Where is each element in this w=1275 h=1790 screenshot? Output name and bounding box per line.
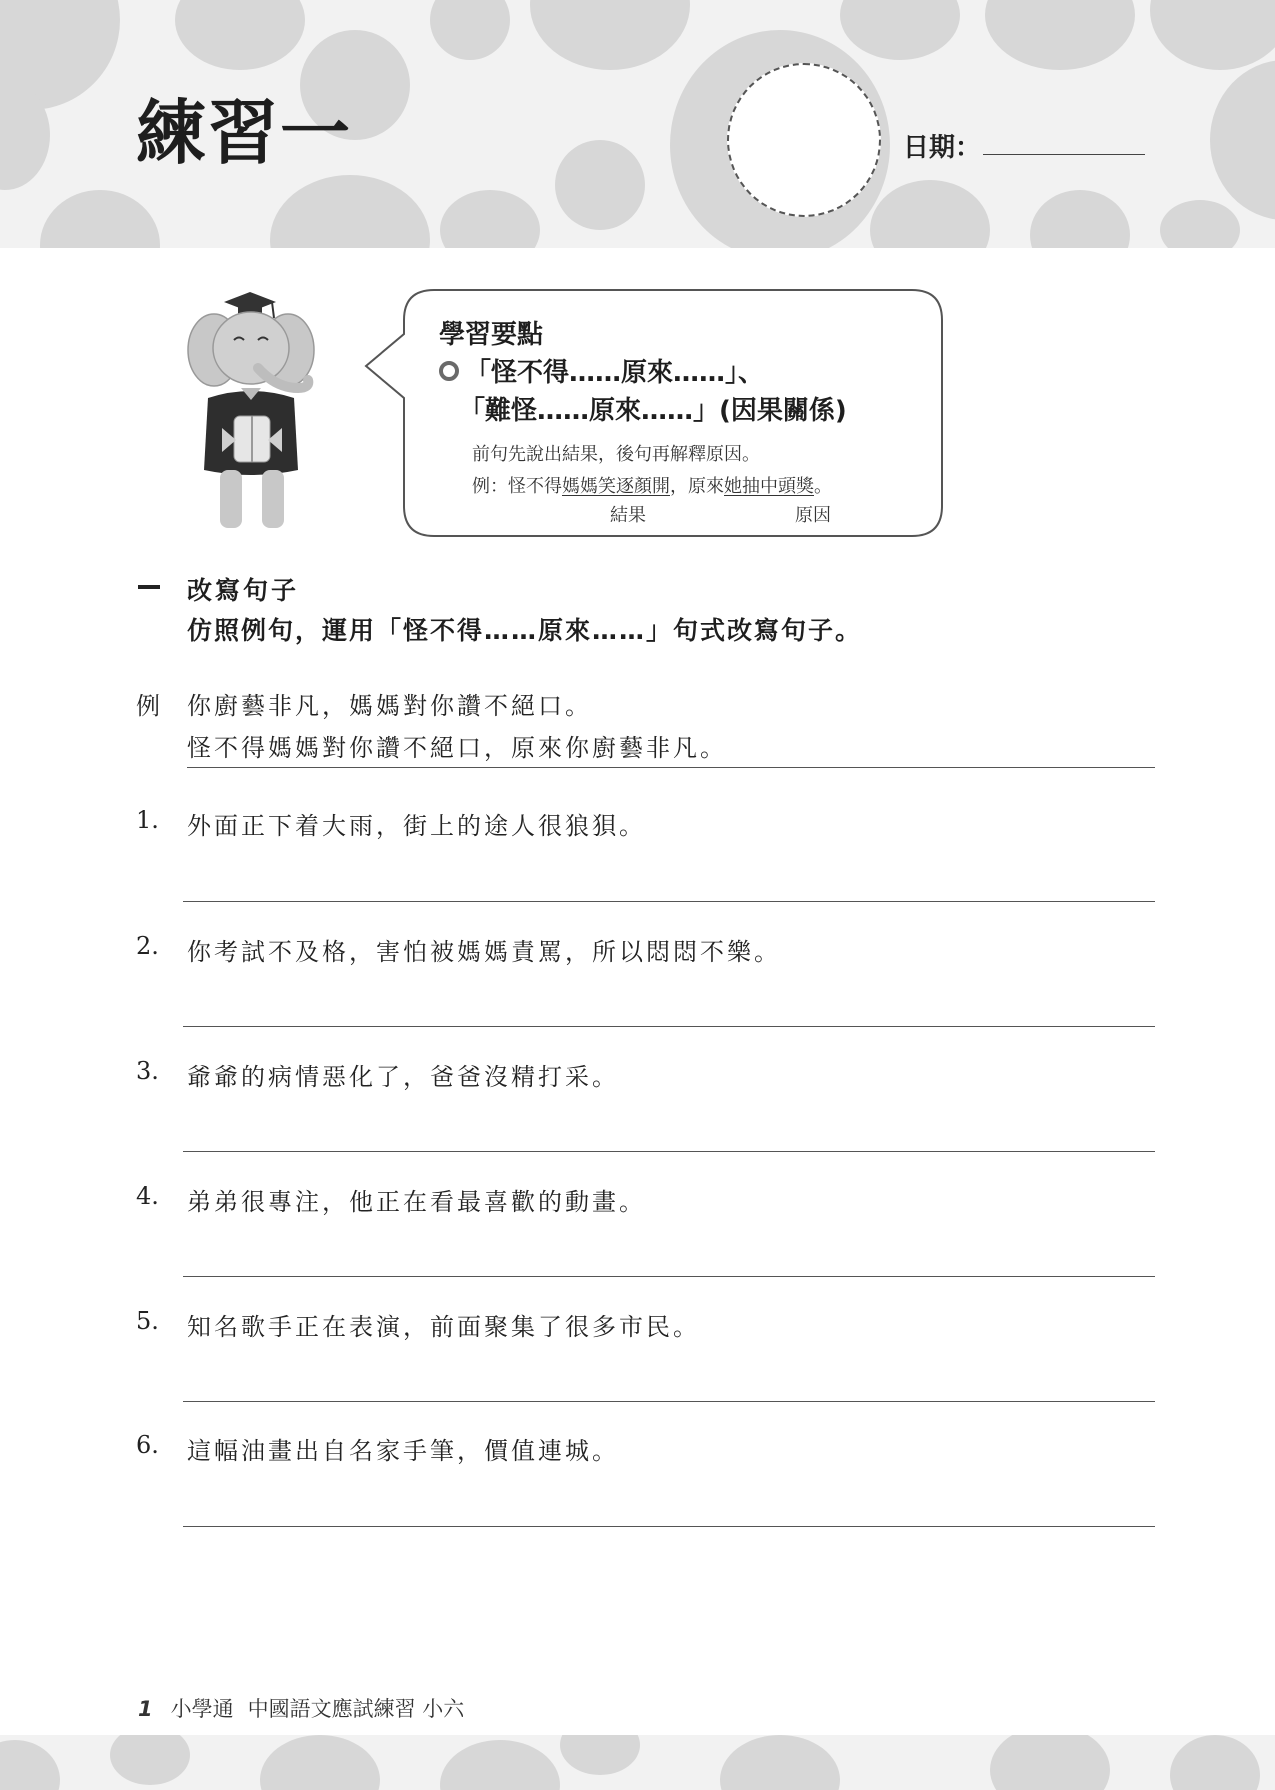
question-number: 6.	[136, 1431, 159, 1459]
question-number: 5.	[136, 1307, 159, 1335]
section-number-mark	[138, 585, 160, 589]
decor-dot	[260, 1735, 380, 1790]
answer-line[interactable]	[183, 901, 1155, 902]
decor-dot	[110, 1735, 190, 1785]
footer-band	[0, 1735, 1275, 1790]
header-band	[0, 0, 1275, 248]
question-text: 這幅油畫出自名家手筆，價值連城。	[187, 1437, 619, 1465]
tip-result-label: 結果	[610, 505, 646, 526]
decor-dot	[990, 1735, 1110, 1790]
decor-dot	[440, 1740, 560, 1790]
question-text: 你考試不及格，害怕被媽媽責罵，所以悶悶不樂。	[187, 938, 781, 966]
tip-example-prefix: 例：怪不得	[472, 476, 562, 497]
decor-dot	[985, 0, 1135, 70]
page-title: 練習一	[136, 92, 352, 174]
decor-dot	[175, 0, 305, 70]
tip-example-result: 媽媽笑逐顏開	[562, 476, 670, 497]
decor-dot	[270, 175, 430, 248]
decor-dot	[720, 1735, 840, 1790]
question-text: 知名歌手正在表演，前面聚集了很多市民。	[187, 1313, 700, 1341]
tip-example-middle: ，原來	[670, 476, 724, 497]
answer-line[interactable]	[183, 1401, 1155, 1402]
decor-dot	[555, 140, 645, 230]
decor-dot	[530, 0, 690, 70]
date-label: 日期：	[903, 133, 982, 163]
answer-line[interactable]	[183, 1151, 1155, 1152]
tip-pattern-text1: 「怪不得……原來……」、	[465, 358, 765, 388]
decor-dot	[1030, 190, 1130, 248]
tip-cause-label: 原因	[795, 505, 831, 526]
question-number: 2.	[136, 932, 159, 960]
decor-dot	[440, 190, 540, 248]
question-text: 爺爺的病情惡化了，爸爸沒精打采。	[187, 1063, 619, 1091]
question-number: 4.	[136, 1182, 159, 1210]
tip-example-cause: 她抽中頭獎	[724, 476, 814, 497]
footer	[138, 1693, 464, 1723]
date-input-line[interactable]	[983, 154, 1145, 155]
question-text: 弟弟很專注，他正在看最喜歡的動畫。	[187, 1188, 646, 1216]
decor-dot	[40, 190, 160, 248]
decor-dot	[1160, 200, 1240, 248]
decor-dot	[0, 1740, 60, 1790]
decor-dot	[840, 0, 960, 60]
tip-pattern-line2: 「難怪……原來……」(因果關係)	[459, 396, 847, 426]
decor-dot	[560, 1735, 640, 1775]
tip-pattern-line1	[439, 352, 764, 389]
question-text: 外面正下着大雨，街上的途人很狼狽。	[187, 812, 646, 840]
page-number: 1	[138, 1697, 153, 1721]
example-answer: 怪不得媽媽對你讚不絕口，原來你廚藝非凡。	[187, 734, 727, 762]
footer-book-title: 中國語文應試練習 小六	[247, 1697, 465, 1721]
tip-heading: 學習要點	[439, 320, 544, 350]
example-sentence: 你廚藝非凡，媽媽對你讚不絕口。	[187, 692, 592, 720]
decor-dot	[430, 0, 510, 60]
decor-dot	[1150, 0, 1275, 70]
learning-points-bubble	[364, 288, 944, 538]
decor-dot	[1170, 1735, 1260, 1790]
section-title: 改寫句子	[187, 576, 300, 605]
elephant-graduate-icon	[186, 288, 356, 538]
answer-line[interactable]	[183, 1276, 1155, 1277]
footer-brand: 小學通	[170, 1697, 234, 1721]
tip-description: 前句先說出結果，後句再解釋原因。	[472, 444, 760, 465]
answer-line[interactable]	[183, 1526, 1155, 1527]
question-number: 3.	[136, 1057, 159, 1085]
decor-dot	[1210, 60, 1275, 220]
tip-example	[472, 472, 832, 498]
ring-bullet-icon	[439, 361, 459, 381]
question-number: 1.	[136, 806, 159, 834]
section-instruction: 仿照例句，運用「怪不得……原來……」句式改寫句子。	[187, 616, 863, 645]
tip-example-suffix: 。	[814, 476, 832, 497]
example-label: 例	[136, 692, 160, 720]
stamp-circle	[727, 63, 881, 217]
answer-line[interactable]	[183, 1026, 1155, 1027]
example-answer-line	[187, 767, 1155, 768]
decor-dot	[870, 180, 990, 248]
